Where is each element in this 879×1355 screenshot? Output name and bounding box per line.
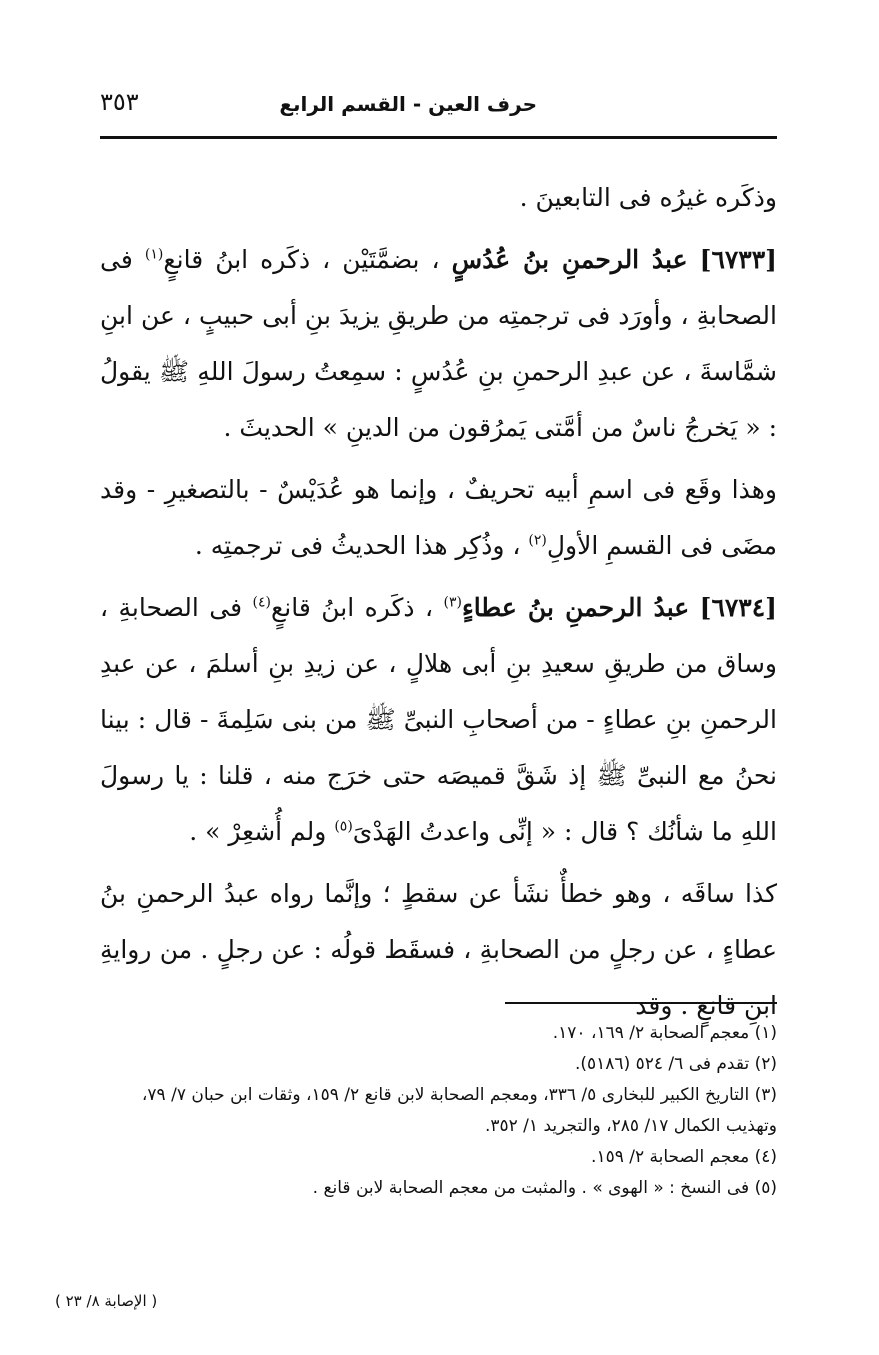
paragraph-text: وذكَره غيرُه فى التابعينَ . [519,183,777,212]
footnote-3: (٣) التاريخ الكبير للبخارى ٥/ ٣٣٦، ومعجم الصحابة لابن قانع ٢/ ١٥٩، وثقات ابن حبان ٧/ ٧٩، وتهذيب الكمال ١٧/ ٢٨٥، والتجريد ١/ ٣٥٢. [141,1085,777,1136]
footnote-ref-4[interactable]: (٤) [252,594,271,611]
footnote-ref-3[interactable]: (٣) [443,594,462,611]
paragraph-text: وهذا وقَع فى اسمِ أبيه تحريفٌ ، وإنما هو عُدَيْسٌ - بالتصغيرِ - وقد مضَى فى القسمِ الأولِ [100,475,777,560]
entry-6733 [100,232,777,456]
entry-6734 [100,580,777,860]
paragraph-text: ، بضمَّتَيْن ، ذكَره ابنُ قانعٍ [163,245,440,274]
paragraph-text: ، ذكَره ابنُ قانعٍ [270,593,444,622]
footnote-ref-5[interactable]: (٥) [334,818,353,835]
footnote-ref-1[interactable]: (١) [144,246,164,263]
main-text [100,170,777,1034]
entry-name: عبدُ الرحمنِ بنُ عُدُسٍ [451,245,688,274]
running-title: حرف العين - القسم الرابع [279,92,537,116]
footnote-2: (٢) تقدم فى ٦/ ٥٢٤ (٥١٨٦). [574,1054,777,1074]
paragraph [100,170,777,226]
paragraph [100,866,777,1034]
entry-number: [٦٧٣٣] [699,245,777,274]
footnote-5: (٥) فى النسخ : « الهوى » . والمثبت من معجم الصحابة لابن قانع . [312,1178,777,1198]
paragraph-text: كذا ساقَه ، وهو خطأٌ نشَأ عن سقطٍ ؛ وإنَّما رواه عبدُ الرحمنِ بنُ عطاءٍ ، عن رجلٍ من الصحابةِ ، فسقَط قولُه : عن رجلٍ . من روايةِ ابنِ قانعٍ . وقد [100,879,777,1020]
entry-number: [٦٧٣٤] [699,593,778,622]
entry-name: عبدُ الرحمنِ بنُ عطاءٍ [461,593,690,622]
page-number: ٣٥٣ [100,88,139,116]
footnotes [100,1018,777,1204]
paragraph-text: فى الصحابةِ ، وأورَد فى ترجمتِه من طريقِ يزيدَ بنِ أبى حبيبٍ ، عن ابنِ شمَّاسةَ ، عن عبدِ الرحمنِ بنِ عُدُسٍ : سمِعتُ رسولَ اللهِ ﷺ يقولُ : « يَخرجُ ناسٌ من أمَّتى يَمرُقون من الدينِ » الحديثَ . [100,245,777,442]
header-rule [100,136,777,139]
footnote-rule [505,1002,777,1004]
footnote-1: (١) معجم الصحابة ٢/ ١٦٩، ١٧٠. [552,1023,777,1043]
page-signature: ( الإصابة ٨/ ٢٣ ) [55,1292,158,1310]
running-header [100,88,777,128]
paragraph-text: ولم أُشعِرْ » . [189,817,335,846]
footnote-4: (٤) معجم الصحابة ٢/ ١٥٩. [591,1147,777,1167]
paragraph-text: فى الصحابةِ ، وساق من طريقِ سعيدِ بنِ أبى هلالٍ ، عن زيدِ بنِ أسلمَ ، عن عبدِ الرحمنِ بنِ عطاءٍ - من أصحابِ النبىِّ ﷺ من بنى سَلِمةَ - قال : بينا نحنُ مع النبىِّ ﷺ إذ شَقَّ قميصَه حتى خرَج منه ، قلنا : يا رسولَ اللهِ ما شأنُك ؟ قال : « إنِّى واعدتُ الهَدْىَ [100,593,777,846]
paragraph [100,462,777,574]
footnote-ref-2[interactable]: (٢) [528,532,547,549]
paragraph-text: ، وذُكِر هذا الحديثُ فى ترجمتِه . [194,531,529,560]
